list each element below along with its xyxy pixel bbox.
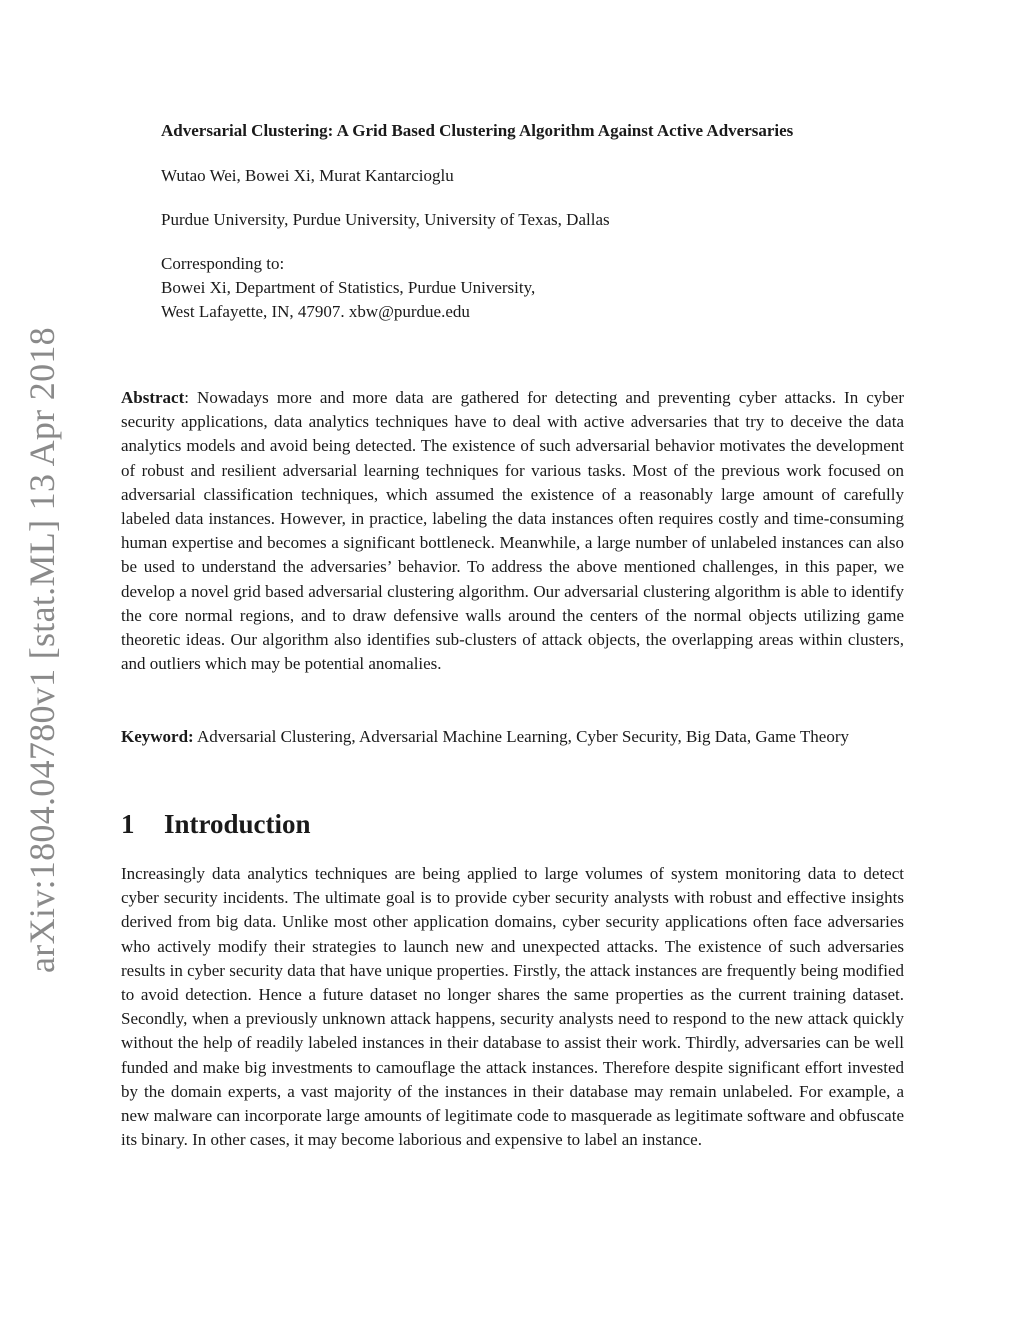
introduction-paragraph: Increasingly data analytics techniques are being applied to large volumes of system monitoring data to detect cyber security incidents. The ultimate goal is to provide cyber security analysts with robust and effective insights derived from big data. Unlike most other application domains, cyber security applications often face adversaries who actively modify their strategies to launch new and unexpected attacks. The existence of such adversaries results in cyber security data that have unique properties. Firstly, the attack instances are frequently being modified to avoid detection. Hence a future dataset no longer shares the same properties as the current training dataset. Secondly, when a previously unknown attack happens, security analysts need to respond to the new attack quickly without the help of readily labeled instances in their database to assist their work. Thirdly, adversaries can be well funded and make big investments to camouflage the attack instances. Therefore despite significant effort invested by the domain experts, a vast majority of the instances in their database may remain unlabeled. For example, a new malware can incorporate large amounts of legitimate code to masquerade as legitimate software and obfuscate its binary. In other cases, it may become laborious and expensive to label an instance.	[121, 864, 904, 1150]
abstract-label: Abstract	[121, 388, 185, 407]
section-title: Introduction	[164, 809, 311, 839]
author-list: Wutao Wei, Bowei Xi, Murat Kantarcioglu	[161, 166, 454, 185]
corresponding-label: Corresponding to:	[161, 254, 285, 273]
keywords-text: Adversarial Clustering, Adversarial Machine Learning, Cyber Security, Big Data, Game Theory	[193, 727, 849, 746]
affiliation-list: Purdue University, Purdue University, University of Texas, Dallas	[161, 210, 610, 229]
abstract-paragraph	[121, 386, 904, 676]
paper-title: Adversarial Clustering: A Grid Based Clustering Algorithm Against Active Adversaries	[161, 121, 794, 140]
corresponding-line-1: Bowei Xi, Department of Statistics, Purdue University,	[161, 278, 536, 297]
abstract-text: : Nowadays more and more data are gathered for detecting and preventing cyber attacks. In cyber security applications, data analytics techniques have to deal with active adversaries that try to deceive the data analytics models and avoid being detected. The existence of such adversarial behavior motivates the development of robust and resilient adversarial learning techniques for various tasks. Most of the previous work focused on adversarial classification techniques, which assumed the existence of a reasonably large amount of carefully labeled data instances. However, in practice, labeling the data instances often requires costly and time-consuming human expertise and becomes a significant bottleneck. Meanwhile, a large number of unlabeled instances can also be used to understand the adversaries’ behavior. To address the above mentioned challenges, in this paper, we develop a novel grid based adversarial clustering algorithm. Our adversarial clustering algorithm is able to identify the core normal regions, and to draw defensive walls around the centers of the normal objects utilizing game theoretic ideas. Our algorithm also identifies sub-clusters of attack objects, the overlapping areas within clusters, and outliers which may be potential anomalies.	[121, 388, 904, 674]
keywords-paragraph	[121, 725, 904, 749]
corresponding-line-2: West Lafayette, IN, 47907. xbw@purdue.edu	[161, 302, 470, 321]
section-heading-introduction	[121, 806, 311, 842]
section-number: 1	[121, 809, 135, 839]
paper-header	[161, 119, 941, 324]
arxiv-identifier-stamp: arXiv:1804.04780v1 [stat.ML] 13 Apr 2018	[22, 327, 62, 973]
corresponding-author-block	[161, 252, 941, 324]
keywords-label: Keyword:	[121, 727, 194, 746]
